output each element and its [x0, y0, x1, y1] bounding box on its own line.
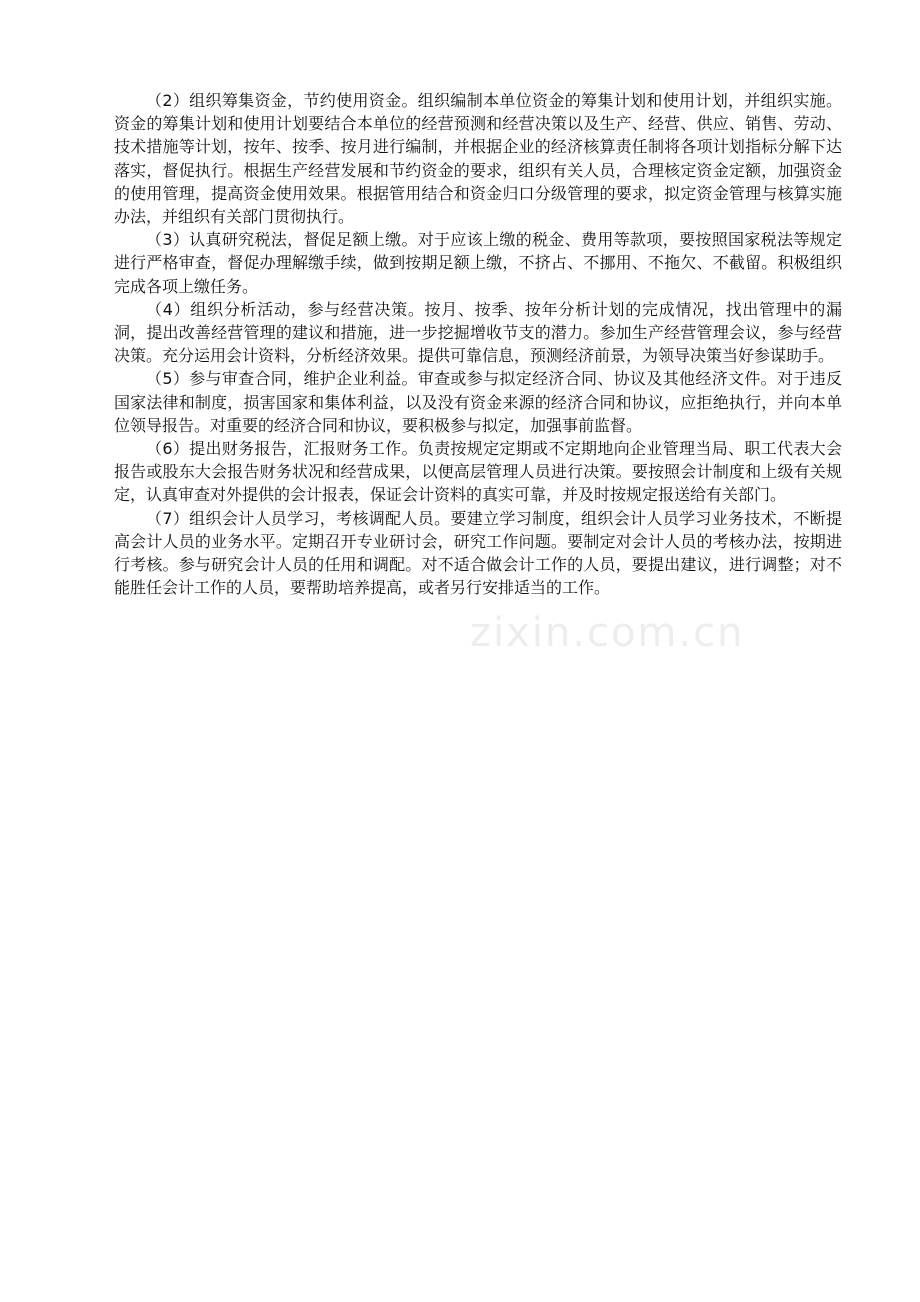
paragraph-item-5: （5）参与审查合同，维护企业利益。审查或参与拟定经济合同、协议及其他经济文件。对于违反国家法律和制度，损害国家和集体利益，以及没有资金来源的经济合同和协议，应拒绝执行，并向本单位领导报告。对重要的经济合同和协议，要积极参与拟定，加强事前监督。 — [114, 369, 842, 435]
paragraph-item-4: （4）组织分析活动，参与经营决策。按月、按季、按年分析计划的完成情况，找出管理中的漏洞，提出改善经营管理的建议和措施，进一步挖掘增收节支的潜力。参加生产经营管理会议，参与经营决策。充分运用会计资料，分析经济效果。提供可靠信息，预测经济前景，为领导决策当好参谋助手。 — [114, 299, 842, 366]
paragraph-item-6: （6）提出财务报告，汇报财务工作。负责按规定定期或不定期地向企业管理当局、职工代表大会报告或股东大会报告财务状况和经营成果，以便高层管理人员进行决策。要按照会计制度和上级有关规定，认真审查对外提供的会计报表，保证会计资料的真实可靠，并及时按规定报送给有关部门。 — [114, 439, 842, 505]
paragraph-item-7: （7）组织会计人员学习，考核调配人员。要建立学习制度，组织会计人员学习业务技术，不断提高会计人员的业务水平。定期召开专业研讨会，研究工作问题。要制定对会计人员的考核办法，按期进行考核。参与研究会计人员的任用和调配。对不适合做会计工作的人员，要提出建议，进行调整；对不能胜任会计工作的人员，要帮助培养提高，或者另行安排适当的工作。 — [114, 508, 842, 598]
paragraph-item-2: （2）组织筹集资金，节约使用资金。组织编制本单位资金的筹集计划和使用计划，并组织实施。资金的筹集计划和使用计划要结合本单位的经营预测和经营决策以及生产、经营、供应、销售、劳动、技术措施等计划，按年、按季、按月进行编制，并根据企业的经济核算责任制将各项计划指标分解下达落实，督促执行。根据生产经营发展和节约资金的要求，组织有关人员，合理核定资金定额，加强资金的使用管理，提高资金使用效果。根据管用结合和资金归口分级管理的要求，拟定资金管理与核算实施办法，并组织有关部门贯彻执行。 — [114, 91, 842, 227]
watermark: zixin.com.cn — [470, 610, 745, 656]
document-body — [114, 89, 842, 599]
paragraph-item-3: （3）认真研究税法，督促足额上缴。对于应该上缴的税金、费用等款项，要按照国家税法等规定进行严格审查，督促办理解缴手续，做到按期足额上缴，不挤占、不挪用、不拖欠、不截留。积极组织完成各项上缴任务。 — [114, 230, 842, 296]
